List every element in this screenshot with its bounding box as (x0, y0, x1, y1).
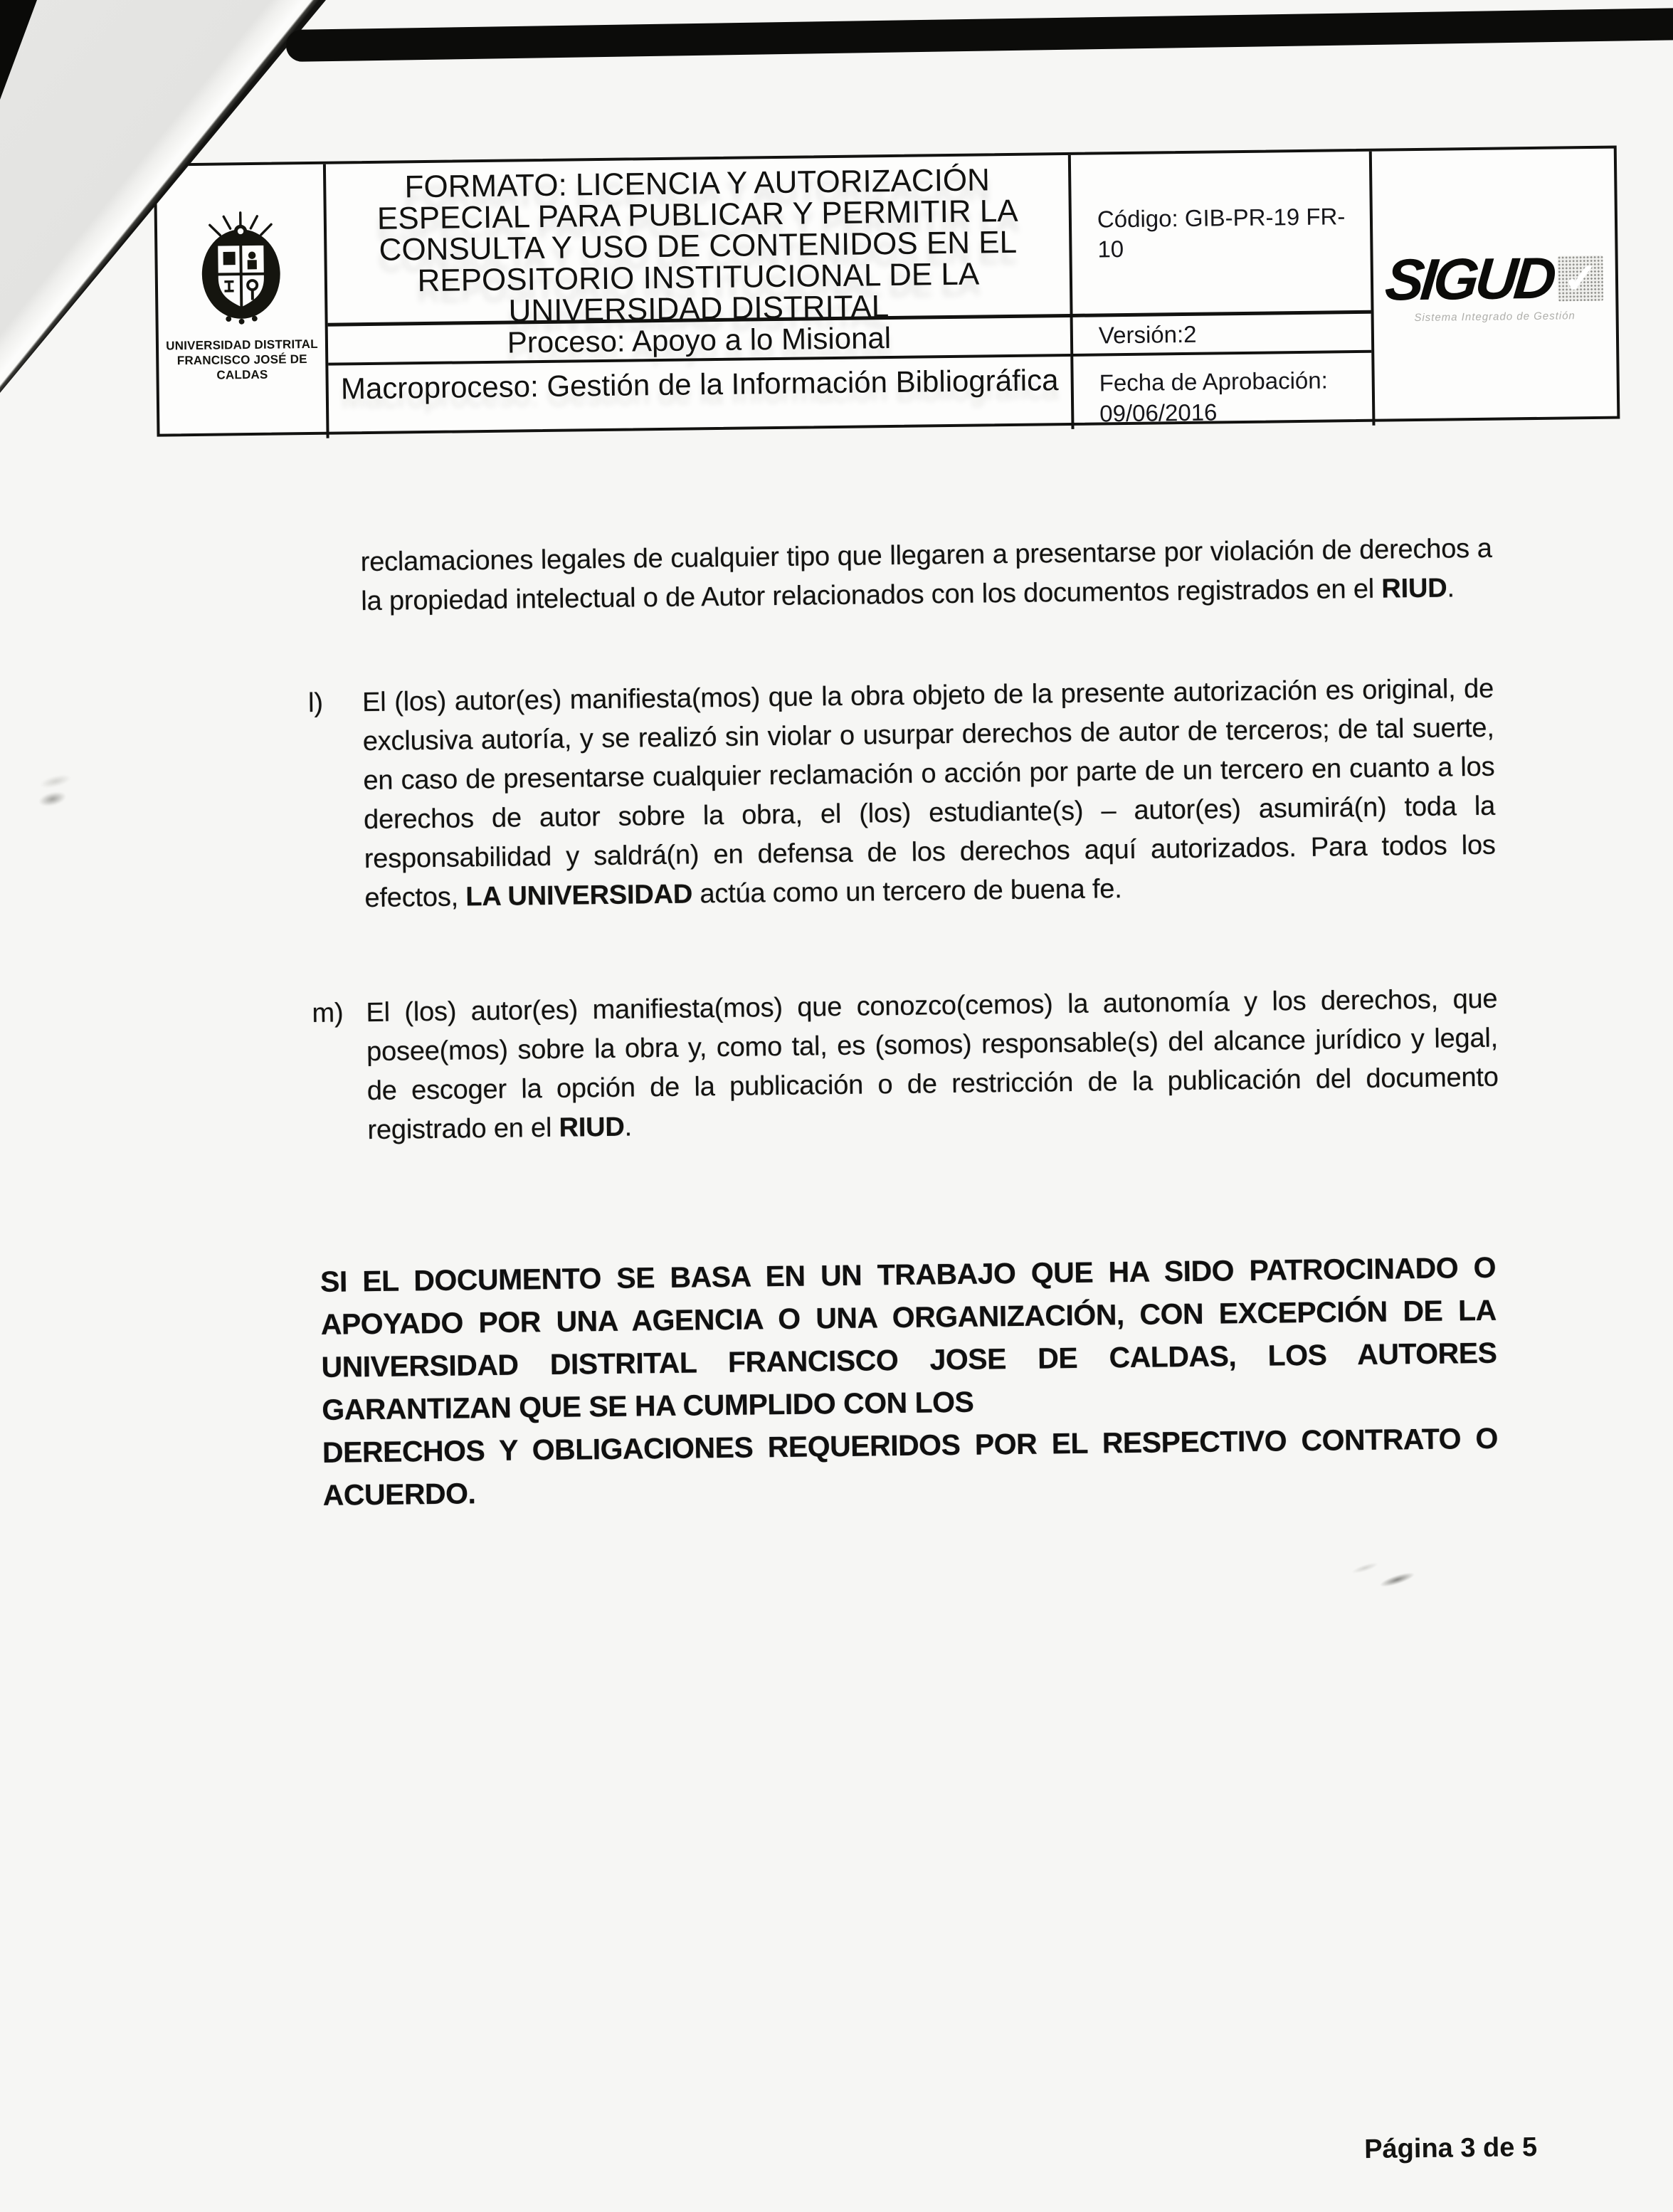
paragraph-continuation-text: reclamaciones legales de cualquier tipo que llegaren a presentarse por violación de derechos a la propiedad intelectual o de Autor relacionados con los documentos registrados en el (360, 533, 1492, 617)
university-name-line2: FRANCISCO JOSÉ DE CALDAS (176, 352, 307, 382)
clause-item-m (312, 980, 1499, 1150)
header-table (154, 146, 1620, 437)
form-title: FORMATO: LICENCIA Y AUTORIZACIÓN ESPECIAL PARA PUBLICAR Y PERMITIR LA CONSULTA Y USO DE CONTENIDOS EN EL REPOSITORIO INSTITUCIONAL DE LA UNIVERSIDAD DISTRITAL (376, 162, 1018, 329)
paragraph-continuation-period: . (1447, 573, 1455, 604)
university-name-line1: UNIVERSIDAD DISTRITAL (166, 337, 318, 353)
sigud-wordmark: SIGUD (1382, 246, 1556, 313)
clause-m-marker: m) (312, 998, 344, 1029)
macroproceso-value: Macroproceso: Gestión de la Información Bibliográfica (340, 363, 1059, 406)
sponsorship-notice (320, 1246, 1499, 1517)
riud-acronym: RIUD (1381, 573, 1447, 604)
version-value: Versión:2 (1098, 320, 1197, 348)
sigud-tagline: Sistema Integrado de Gestión (1414, 310, 1576, 325)
sigud-check-icon: ✓ (1558, 256, 1604, 302)
clause-m-text: El (los) autor(es) manifiesta(mos) que conozco(cemos) la autonomía y los derechos, que posee(mos) sobre la obra y, como tal, es (somos) responsable(s) del alcance jurídico y legal, de escoger la opción de la publicación o de restricción de la publicación del documento registrado en el (366, 984, 1499, 1146)
proceso-value: Proceso: Apoyo a lo Misional (507, 320, 892, 359)
clause-l-text: El (los) autor(es) manifiesta(mos) que la obra objeto de la presente autorización es original, de exclusiva autoría, y se realizó sin violar o usurpar derechos de autor de terceros; de tal suerte, en caso de presentarse cualquier reclamación o acción por parte de un tercero en cuanto a los derechos de autor sobre la obra, el (los) estudiante(s) – autor(es) asumirá(n) toda la responsabilidad y saldrá(n) en defensa de los derechos aquí autorizados. Para todos los efectos, (361, 673, 1496, 914)
codigo-cell (1068, 152, 1371, 317)
form-title-cell (326, 155, 1070, 327)
la-universidad-bold: LA UNIVERSIDAD (465, 879, 693, 912)
fecha-aprobacion-cell (1070, 353, 1372, 429)
codigo-value: Código: GIB-PR-19 FR-10 (1097, 202, 1346, 262)
clause-m-text-end: . (624, 1112, 633, 1142)
sponsorship-notice-part2: DERECHOS Y OBLIGACIONES REQUERIDOS POR EL RESPECTIVO CONTRATO O ACUERDO. (322, 1421, 1499, 1512)
riud-acronym: RIUD (559, 1112, 625, 1143)
fecha-aprobacion-value: 09/06/2016 (1099, 399, 1218, 427)
clause-l-text-end: actúa como un tercero de buena fe. (692, 874, 1122, 910)
fecha-aprobacion-label: Fecha de Aprobación: (1099, 367, 1328, 396)
clause-l-marker: l) (307, 688, 324, 719)
version-cell (1070, 314, 1372, 357)
macroproceso-cell (328, 357, 1071, 438)
university-crest-icon (184, 210, 298, 332)
sigud-logo-cell (1369, 149, 1617, 426)
university-logo-cell (157, 164, 329, 441)
page-number: Página 3 de 5 (1363, 2132, 1538, 2165)
clause-item-l (307, 670, 1497, 918)
paragraph-continuation (360, 530, 1492, 621)
sponsorship-notice-part1: SI EL DOCUMENTO SE BASA EN UN TRABAJO QUE HA SIDO PATROCINADO O APOYADO POR UNA AGENCIA O UNA ORGANIZACIÓN, CON EXCEPCIÓN DE LA UNIVERSIDAD DISTRITAL FRANCISCO JOSE DE CALDAS, LOS AUTORES GARANTIZAN QUE SE HA CUMPLIDO CON LOS (320, 1250, 1497, 1426)
